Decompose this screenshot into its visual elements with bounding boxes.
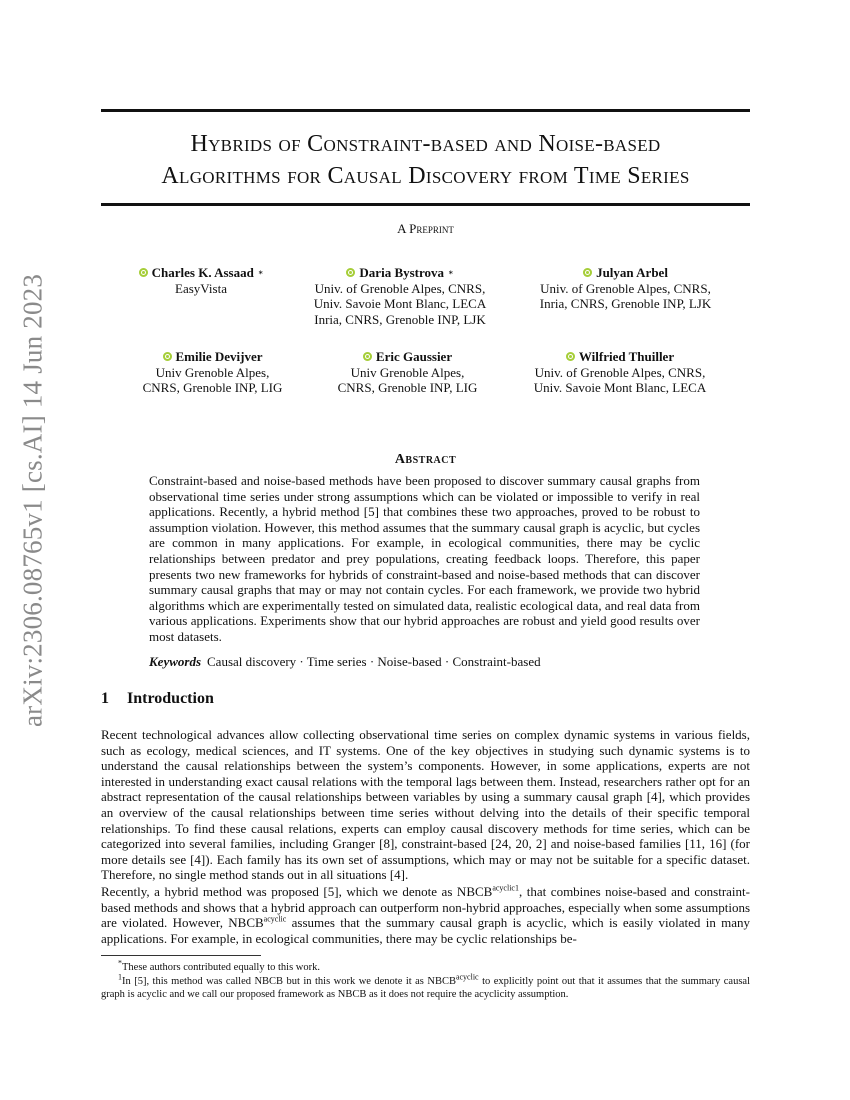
author-affiliation: Univ Grenoble Alpes,: [350, 364, 465, 380]
abstract-heading: Abstract: [394, 452, 457, 467]
paragraph-text: , that combines noise-based and constraint-based methods and shows that a hybrid approach can outperform non-hybrid approaches, especially when some assumptions are violated. However, NBCB: [101, 884, 750, 931]
title-top-rule: [101, 109, 750, 112]
author-name: Eric Gaussier: [375, 349, 453, 364]
paper-title: [101, 128, 750, 192]
footnote-mark: 1: [118, 972, 122, 982]
keywords-line: [149, 654, 700, 670]
author-affiliation: CNRS, Grenoble INP, LIG: [337, 380, 478, 396]
author-block: [125, 349, 300, 396]
orcid-icon[interactable]: [139, 268, 148, 277]
author-affiliation: Univ Grenoble Alpes,: [155, 364, 270, 380]
section-number: 1: [101, 690, 109, 707]
author-block: [320, 349, 495, 396]
author-affiliation: Inria, CNRS, Grenoble INP, LJK: [314, 311, 486, 327]
paragraph-text: Recently, a hybrid method was proposed [5], which we denote as NBCB: [101, 884, 493, 899]
intro-paragraph-2: [101, 884, 750, 946]
author-affiliation: Univ. Savoie Mont Blanc, LECA: [313, 296, 487, 312]
orcid-icon[interactable]: [346, 268, 355, 277]
superscript: acyclic: [455, 972, 479, 982]
author-name: Charles K. Assaad: [151, 265, 254, 280]
author-affiliation: Inria, CNRS, Grenoble INP, LJK: [539, 296, 712, 312]
footnote-text: to explicitly point out that it assumes that the summary causal graph is acyclic and we call our proposed framework as NBCB as it does not require the acyclicity assumption.: [101, 976, 750, 1000]
author-block: Charles K. Assaad ∗ EasyVista: [126, 265, 276, 296]
keywords-list: Causal discovery · Time series · Noise-based · Constraint-based: [207, 654, 541, 669]
title-line-1: Hybrids of Constraint-based and Noise-based: [190, 131, 661, 157]
author-block: Daria Bystrova ∗ Univ. of Grenoble Alpes, CNRS, Univ. Savoie Mont Blanc, LECA Inria, CNRS, Grenoble INP, LJK: [300, 265, 500, 327]
author-affiliation: Univ. of Grenoble Alpes, CNRS,: [540, 280, 711, 296]
author-affiliation: Univ. Savoie Mont Blanc, LECA: [533, 380, 707, 396]
footnote-text: In [5], this method was called NBCB but in this work we denote it as NBCB: [122, 976, 456, 987]
footnote-text: These authors contributed equally to this work.: [122, 962, 320, 973]
arxiv-identifier: arXiv:2306.08765v1 [cs.AI] 14 Jun 2023: [17, 273, 48, 727]
footnote-mark: *: [118, 958, 122, 968]
paragraph-text: assumes that the summary causal graph is acyclic, which is easily violated in many applications. For example, in ecological communities, there may be cyclic relationships be-: [101, 915, 750, 946]
title-line-2: Algorithms for Causal Discovery from Time Series: [161, 163, 690, 189]
title-bottom-rule: [101, 203, 750, 206]
orcid-icon[interactable]: [363, 352, 372, 361]
author-affiliation: Univ. of Grenoble Alpes, CNRS,: [534, 364, 706, 380]
keywords-label: Keywords: [149, 654, 201, 669]
author-affiliation: EasyVista: [175, 280, 227, 296]
author-block: [515, 349, 725, 396]
orcid-icon[interactable]: [583, 268, 592, 277]
footnote-nbcb: [101, 972, 750, 1001]
section-heading: [101, 690, 214, 708]
orcid-icon[interactable]: [163, 352, 172, 361]
footnote-equal-contribution: [101, 958, 750, 974]
author-name: Wilfried Thuiller: [578, 349, 675, 364]
author-name: Daria Bystrova: [359, 265, 445, 280]
author-block: [523, 265, 728, 312]
preprint-label: A Preprint: [397, 221, 454, 236]
author-affiliation: Univ. of Grenoble Alpes, CNRS,: [314, 280, 486, 296]
superscript: acyclic1: [492, 883, 519, 893]
author-name: Emilie Devijver: [175, 349, 263, 364]
superscript: acyclic: [263, 914, 287, 924]
abstract-body: Constraint-based and noise-based methods have been proposed to discover summary causal graphs from observational time series under strong assumptions which can be violated or impossible to verify in real applications. Recently, a hybrid method [5] that combines these two approaches, proved to be robust to assumption violation. However, this method assumes that the summary causal graph is acyclic, but cycles are common in many applications. For example, in ecological communities, there may be cyclic relationships between predator and prey populations, creating feedback loops. Therefore, this paper presents two new frameworks for hybrids of constraint-based and noise-based methods that can discover summary causal graphs that may or may not contain cycles. For each framework, we provide two hybrid algorithms which are experimentally tested on simulated data, realistic ecological data, and real data from various applications. Experiments show that our hybrid approaches are robust and yield good results over most datasets.: [149, 473, 700, 644]
intro-paragraph-1: Recent technological advances allow collecting observational time series on complex dynamic systems in various fields, such as ecology, medical sciences, and IT systems. One of the key objectives in studying such dynamic systems is to understand the causal relationships between the system’s components. However, in some applications, experts are not interested in understanding exact causal relations with the temporal lags between them. Instead, researchers rather opt for an abstract representation of the causal relationships between variables by using a summary causal graph [4], which provides an overview of the causal relationships between time series without delving into the details of their specific temporal relationships. To find these causal relations, experts can employ causal discovery methods for time series, which can be categorized into several families, including Granger [8], constraint-based [24, 20, 2] and noise-based families [11, 16] (for more details see [4]). Each family has its own set of assumptions, which may or may not be suitable for a specific dataset. Therefore, no single method stands out in all situations [4].: [101, 727, 750, 883]
author-affiliation: CNRS, Grenoble INP, LIG: [142, 380, 283, 396]
author-name: Julyan Arbel: [596, 265, 668, 280]
footnote-rule: [101, 955, 261, 956]
section-title: Introduction: [127, 690, 214, 707]
orcid-icon[interactable]: [566, 352, 575, 361]
